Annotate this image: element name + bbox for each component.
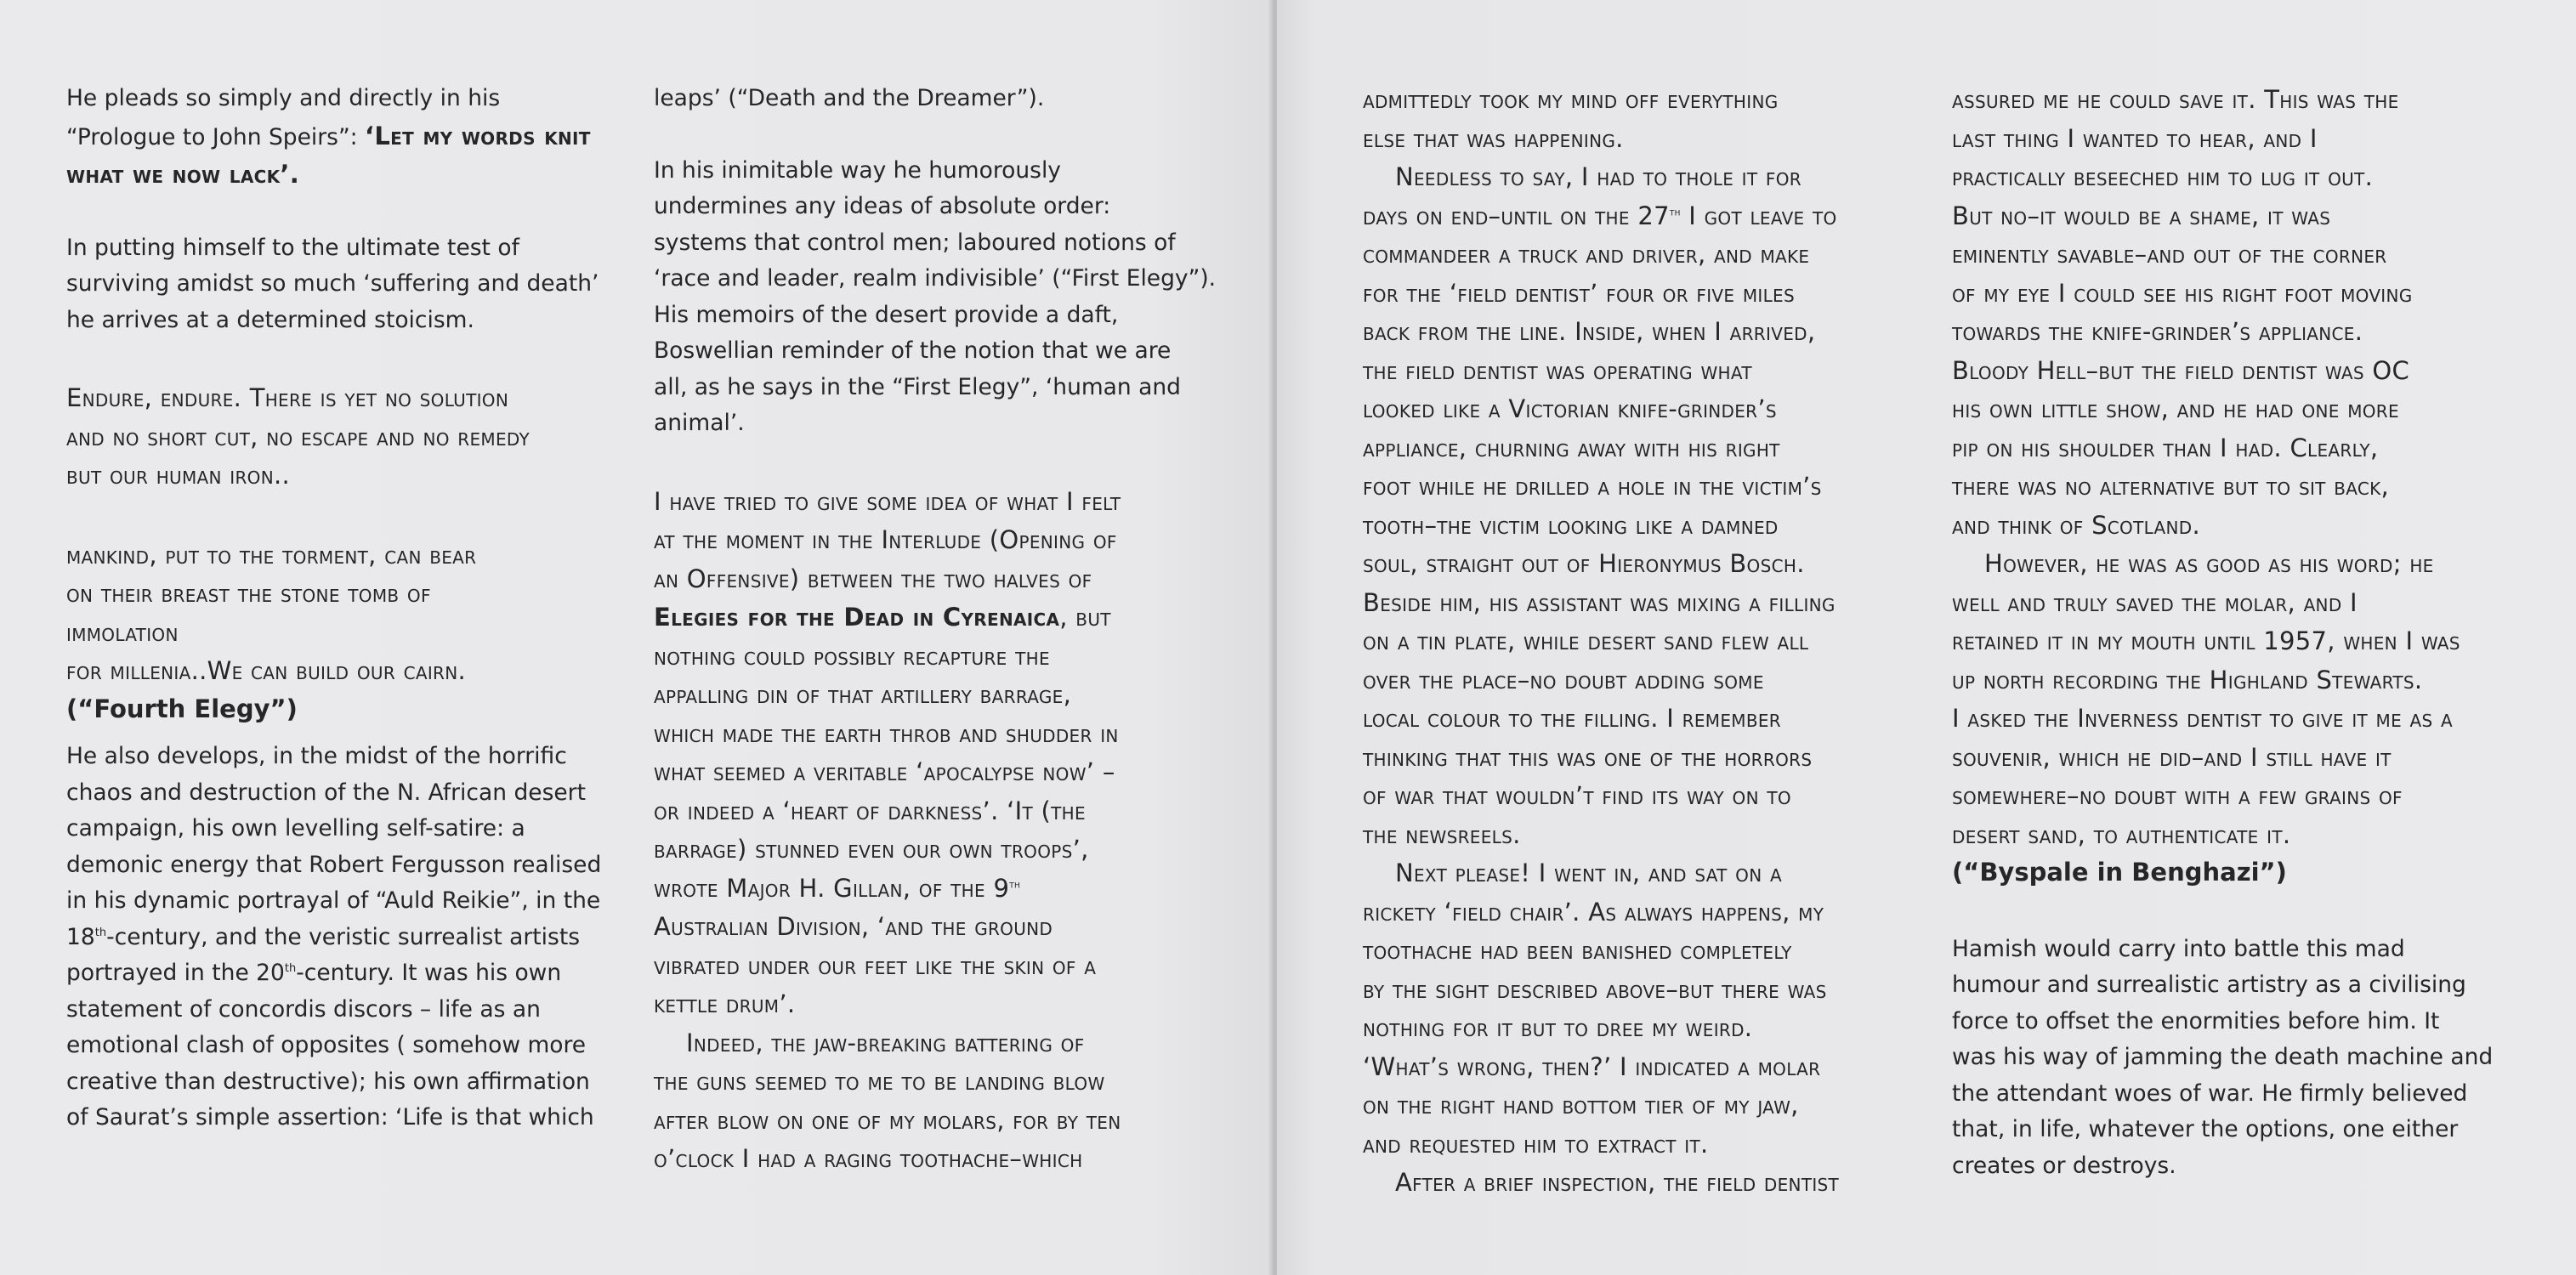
text-line: the guns seemed to me to be landing blow (654, 1067, 1105, 1096)
text-line (66, 920, 619, 956)
text-line: his own little show, and he had one more (1952, 394, 2399, 423)
text-line: surviving amidst so much ‘suffering and death’ (66, 270, 599, 297)
text-line: practically beseeched him to lug it out. (1952, 162, 2374, 191)
text-line: there was no alternative but to sit back, (1952, 472, 2390, 501)
quote-line: what we now lack’. (66, 160, 300, 189)
text-line: Next please! I went in, and sat on a (1395, 858, 1782, 887)
text-line: He also develops, in the midst of the horrific (66, 743, 567, 769)
text-line: of my eye I could see his right foot moving (1952, 278, 2413, 308)
text-line: nothing for it but to dree my weird. (1363, 1013, 1753, 1042)
text-line: undermines any ideas of absolute order: (654, 193, 1111, 219)
text-line (1363, 197, 1924, 236)
text-line: on a tin plate, while desert sand flew all (1363, 626, 1809, 655)
memoir-continued (1363, 81, 1924, 1203)
memoir-toothache (654, 1024, 1215, 1179)
text-line: well and truly saved the molar, and I (1952, 587, 2358, 617)
citation-byspale: (“Byspale in Benghazi”) (1952, 858, 2287, 887)
text-line: force to offset the enormities before him. It (1952, 1007, 2440, 1034)
text-line: ‘race and leader, realm indivisible’ (“First Elegy”). (654, 265, 1217, 292)
quote-line: for millenia..We can build our cairn. (66, 656, 467, 685)
text-line: retained it in my mouth until 1957, when I was (1952, 626, 2460, 655)
text-span: -century. It was his own (296, 960, 562, 986)
text-line: Needless to say, I had to thole it for (1395, 162, 1801, 191)
text-line: In putting himself to the ultimate test of (66, 234, 519, 261)
text-line: Australian Division, ‘and the ground (654, 912, 1053, 941)
text-line: creative than destructive); his own affirmation (66, 1068, 590, 1095)
text-line: soul, straight out of Hieronymus Bosch. (1363, 549, 1805, 578)
text-span: days on end–until on the 27 (1363, 201, 1670, 230)
memoir-interlude (654, 483, 1215, 1024)
text-line: Hamish would carry into battle this mad (1952, 935, 2405, 962)
superscript: th (284, 962, 297, 976)
text-line: Beside him, his assistant was mixing a filling (1363, 587, 1836, 617)
text-line: demonic energy that Robert Fergusson realised (66, 851, 602, 878)
text-line: thinking that this was one of the horrors (1363, 742, 1813, 772)
right-column-1 (1363, 81, 1924, 1203)
text-line: over the place–no doubt adding some (1363, 665, 1764, 694)
text-line: commandeer a truck and driver, and make (1363, 240, 1810, 269)
text-line: the newsreels. (1363, 819, 1521, 849)
quote-line: Endure, endure. There is yet no solution (66, 383, 509, 412)
text-span: I got leave to (1680, 201, 1837, 230)
quote-line: and no short cut, no escape and no remedy (66, 422, 531, 451)
text-line: souvenir, which he did–and I still have it (1952, 742, 2392, 772)
text-line: nothing could possibly recapture the (654, 641, 1050, 671)
text-span: 18 (66, 923, 95, 950)
text-line: towards the knife-grinder’s appliance. (1952, 317, 2363, 346)
text-line: o’clock I had a raging toothache–which (654, 1144, 1083, 1173)
book-title: Elegies for the Dead in Cyrenaica (654, 603, 1060, 632)
text-line (654, 598, 1215, 638)
superscript: th (1009, 877, 1021, 891)
text-line: else that was happening. (1363, 123, 1624, 153)
text-line: pip on his shoulder than I had. Clearly, (1952, 433, 2379, 462)
quote-line: mankind, put to the torment, can bear (66, 540, 477, 570)
citation-fourth-elegy: (“Fourth Elegy”) (66, 694, 298, 723)
text-line: foot while he drilled a hole in the victim’s (1363, 472, 1822, 501)
text-line: or indeed a ‘heart of darkness’. ‘It (the (654, 796, 1086, 825)
text-line: desert sand, to authenticate it. (1952, 819, 2291, 849)
paragraph-ultimate-test (66, 230, 619, 339)
text-line: kettle drum’. (654, 989, 796, 1018)
text-line: up north recording the Highland Stewarts. (1952, 665, 2423, 694)
text-line: after blow on one of my molars, for by ten (654, 1105, 1121, 1135)
superscript: th (1669, 205, 1681, 218)
text-line: eminently savable–and out of the corner (1952, 240, 2387, 269)
text-span: wrote Major H. Gillan, of the 9 (654, 873, 1010, 903)
text-line: at the moment in the Interlude (Opening of (654, 525, 1117, 554)
text-line: Bloody Hell–but the field dentist was OC (1952, 355, 2410, 385)
text-line: of war that wouldn’t find its way on to (1363, 781, 1791, 810)
quote-endure (66, 379, 619, 496)
text-line: somewhere–no doubt with a few grains of (1952, 781, 2403, 810)
text-line: statement of concordis discors – life as an (66, 995, 541, 1023)
text-line: the attendant woes of war. He firmly believed (1952, 1080, 2468, 1107)
text-line: I asked the Inverness dentist to give it me as a (1952, 704, 2454, 733)
paragraph-levelling-satire (66, 739, 619, 1136)
text-line: rickety ‘field chair’. As always happens, my (1363, 897, 1824, 926)
text-line: was his way of jamming the death machine and (1952, 1044, 2494, 1070)
text-line: After a brief inspection, the field dentist (1395, 1168, 1840, 1197)
text-line: on the right hand bottom tier of my jaw, (1363, 1091, 1799, 1119)
text-line: last thing I wanted to hear, and I (1952, 123, 2318, 153)
text-line: vibrated under our feet like the skin of a (654, 950, 1097, 980)
text-line (654, 870, 1215, 909)
text-line: all, as he says in the “First Elegy”, ‘human and (654, 373, 1181, 400)
text-line: creates or destroys. (1952, 1152, 2176, 1179)
text-line: back from the line. Inside, when I arrived, (1363, 317, 1816, 346)
left-page (0, 0, 1275, 1275)
text-line: that, in life, whatever the options, one either (1952, 1116, 2459, 1142)
text-line: and think of Scotland. (1952, 510, 2200, 540)
quote-line: on their breast the stone tomb of (66, 579, 431, 608)
text-line: appalling din of that artillery barrage, (654, 680, 1072, 709)
text-line: he arrives at a determined stoicism. (66, 306, 474, 333)
text-span: portrayed in the 20 (66, 960, 285, 986)
text-line: in his dynamic portrayal of “Auld Reikie”, in the (66, 887, 601, 914)
text-line: assured me he could save it. This was the (1952, 85, 2399, 114)
text-span: “Prologue to John Speirs”: (66, 123, 366, 150)
text-line: appliance, churning away with his right (1363, 433, 1780, 462)
paragraph-leaps: leaps’ (“Death and the Dreamer”). (654, 85, 1045, 111)
text-line: an Offensive) between the two halves of (654, 564, 1092, 593)
text-line: tooth–the victim looking like a damned (1363, 510, 1779, 540)
memoir-molar (1952, 81, 2513, 854)
text-line: I have tried to give some idea of what I felt (654, 486, 1121, 516)
text-line: In his inimitable way he humorously (654, 156, 1061, 184)
text-line (66, 117, 619, 156)
text-line: campaign, his own levelling self-satire: a (66, 815, 525, 842)
text-line: chaos and destruction of the N. African desert (66, 779, 586, 806)
paragraph-inimitable (654, 153, 1215, 442)
text-line: looked like a Victorian knife-grinder’s (1363, 394, 1777, 423)
text-line: Boswellian reminder of the notion that we are (654, 337, 1172, 364)
text-line: which made the earth throb and shudder in (654, 718, 1119, 748)
text-line: systems that control men; laboured notions of (654, 229, 1176, 256)
text-line: toothache had been banished completely (1363, 936, 1792, 965)
text-line: But no–it would be a shame, it was (1952, 201, 2331, 230)
quote-span: ‘Let my words knit (365, 121, 591, 150)
right-column-2 (1952, 81, 2513, 1184)
text-span: -century, and the veristic surrealist artists (106, 923, 581, 950)
text-span: , but (1059, 603, 1111, 632)
paragraph-prologue (66, 81, 619, 195)
superscript: th (94, 926, 107, 939)
text-line: of Saurat’s simple assertion: ‘Life is that which (66, 1104, 594, 1130)
text-line: ‘What’s wrong, then?’ I indicated a molar (1363, 1051, 1821, 1081)
text-line: animal’. (654, 410, 745, 436)
left-column-1 (66, 81, 619, 1136)
text-line: the field dentist was operating what (1363, 355, 1752, 385)
text-line: for the ‘field dentist’ four or five miles (1363, 278, 1795, 308)
text-line: admittedly took my mind off everything (1363, 85, 1779, 114)
text-line: what seemed a veritable ‘apocalypse now’ – (654, 757, 1115, 786)
text-line (66, 955, 619, 992)
text-line: and requested him to extract it. (1363, 1129, 1709, 1159)
text-line: However, he was as good as his word; he (1984, 549, 2434, 578)
text-line: Indeed, the jaw-breaking battering of (686, 1028, 1085, 1057)
text-line: by the sight described above–but there was (1363, 974, 1827, 1004)
quote-mankind (66, 536, 619, 691)
text-line: humour and surrealistic artistry as a civilising (1952, 972, 2466, 998)
text-line: He pleads so simply and directly in his (66, 85, 501, 111)
quote-line: immolation (66, 617, 179, 647)
left-column-2 (654, 81, 1215, 1179)
text-line: local colour to the filling. I remember (1363, 704, 1781, 733)
quote-line: but our human iron.. (66, 461, 291, 490)
text-line: His memoirs of the desert provide a daft, (654, 301, 1119, 328)
text-line: emotional clash of opposites ( somehow more (66, 1032, 587, 1058)
paragraph-hamish (1952, 932, 2513, 1185)
text-line: barrage) stunned even our own troops’, (654, 835, 1089, 864)
